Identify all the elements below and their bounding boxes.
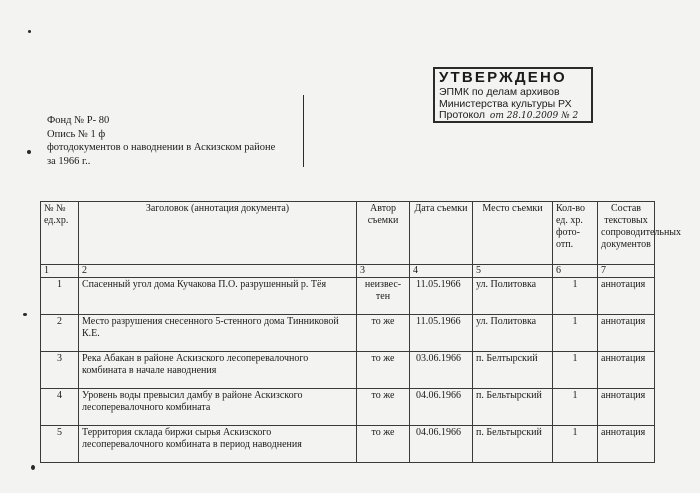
stamp-line-2: Министерства культуры РХ [439, 97, 572, 110]
row-place: п. Белтырский [473, 352, 553, 389]
row-count: 1 [553, 426, 598, 463]
row-title: Спасенный угол дома Кучакова П.О. разрушенный р. Тёя [79, 278, 357, 315]
row-count: 1 [553, 352, 598, 389]
row-title: Река Абакан в районе Аскизского лесоперевалочного комбината в начале наводнения [79, 352, 357, 389]
table-row [41, 389, 655, 426]
row-place: п. Бельтырский [473, 426, 553, 463]
col-number: 1 [41, 265, 79, 278]
row-date: 11.05.1966 [410, 315, 473, 352]
scan-speck [23, 313, 27, 316]
row-composition: аннотация [598, 315, 655, 352]
table-row [41, 315, 655, 352]
scan-speck [31, 465, 35, 470]
row-composition: аннотация [598, 278, 655, 315]
row-num: 1 [41, 278, 79, 315]
year-line: за 1966 г.. [47, 155, 91, 167]
col-number: 5 [473, 265, 553, 278]
header-row [41, 202, 655, 265]
row-date: 04.06.1966 [410, 389, 473, 426]
col-number: 7 [598, 265, 655, 278]
header-num: № № ед.хр. [41, 202, 79, 265]
stamp-title: УТВЕРЖДЕНО [439, 69, 567, 86]
header-author: Автор съемки [357, 202, 410, 265]
row-place: ул. Политовка [473, 278, 553, 315]
row-num: 4 [41, 389, 79, 426]
row-count: 1 [553, 278, 598, 315]
column-numbers-row [41, 265, 655, 278]
scan-speck [27, 150, 31, 154]
row-date: 11.05.1966 [410, 278, 473, 315]
row-composition: аннотация [598, 389, 655, 426]
stamp-line-1: ЭПМК по делам архивов [439, 85, 560, 98]
row-title: Место разрушения снесенного 5-стенного дома Тинниковой К.Е. [79, 315, 357, 352]
row-title: Уровень воды превысил дамбу в районе Аскизского лесоперевалочного комбината [79, 389, 357, 426]
row-author: то же [357, 389, 410, 426]
row-num: 2 [41, 315, 79, 352]
table-row [41, 278, 655, 315]
row-num: 5 [41, 426, 79, 463]
col-number: 2 [79, 265, 357, 278]
row-composition: аннотация [598, 352, 655, 389]
row-composition: аннотация [598, 426, 655, 463]
fond-line: Фонд № Р- 80 [47, 115, 110, 126]
col-number: 4 [410, 265, 473, 278]
scan-speck [28, 30, 31, 33]
stamp-protocol-handwritten: от 28.10.2009 № 2 [489, 111, 579, 122]
col-number: 3 [357, 265, 410, 278]
row-author: то же [357, 352, 410, 389]
table-row [41, 352, 655, 389]
inventory-header [47, 114, 275, 168]
header-date: Дата съемки [410, 202, 473, 265]
header-title: Заголовок (аннотация документа) [79, 202, 357, 265]
header-composition: Состав текстовых сопроводительных документов [598, 202, 655, 265]
row-date: 03.06.1966 [410, 352, 473, 389]
documents-table [40, 201, 682, 463]
fold-line [303, 95, 304, 167]
subject-line: фотодокументов о наводнении в Аскизском районе [47, 142, 276, 153]
row-author: то же [357, 315, 410, 352]
opis-line: Опись № 1 ф [47, 128, 106, 140]
row-place: п. Бельтырский [473, 389, 553, 426]
row-place: ул. Политовка [473, 315, 553, 352]
stamp-protocol [439, 110, 587, 122]
header-place: Место съемки [473, 202, 553, 265]
approval-stamp [433, 67, 593, 123]
row-author: то же [357, 426, 410, 463]
row-title: Территория склада биржи сырья Аскизского лесоперевалочного комбината в период наводнения [79, 426, 357, 463]
row-count: 1 [553, 389, 598, 426]
table-row [41, 426, 655, 463]
stamp-protocol-label: Протокол [439, 109, 485, 122]
row-date: 04.06.1966 [410, 426, 473, 463]
row-author: неизвес-тен [357, 278, 410, 315]
header-count: Кол-во ед. хр. фото- отп. [553, 202, 598, 265]
row-num: 3 [41, 352, 79, 389]
col-number: 6 [553, 265, 598, 278]
row-count: 1 [553, 315, 598, 352]
